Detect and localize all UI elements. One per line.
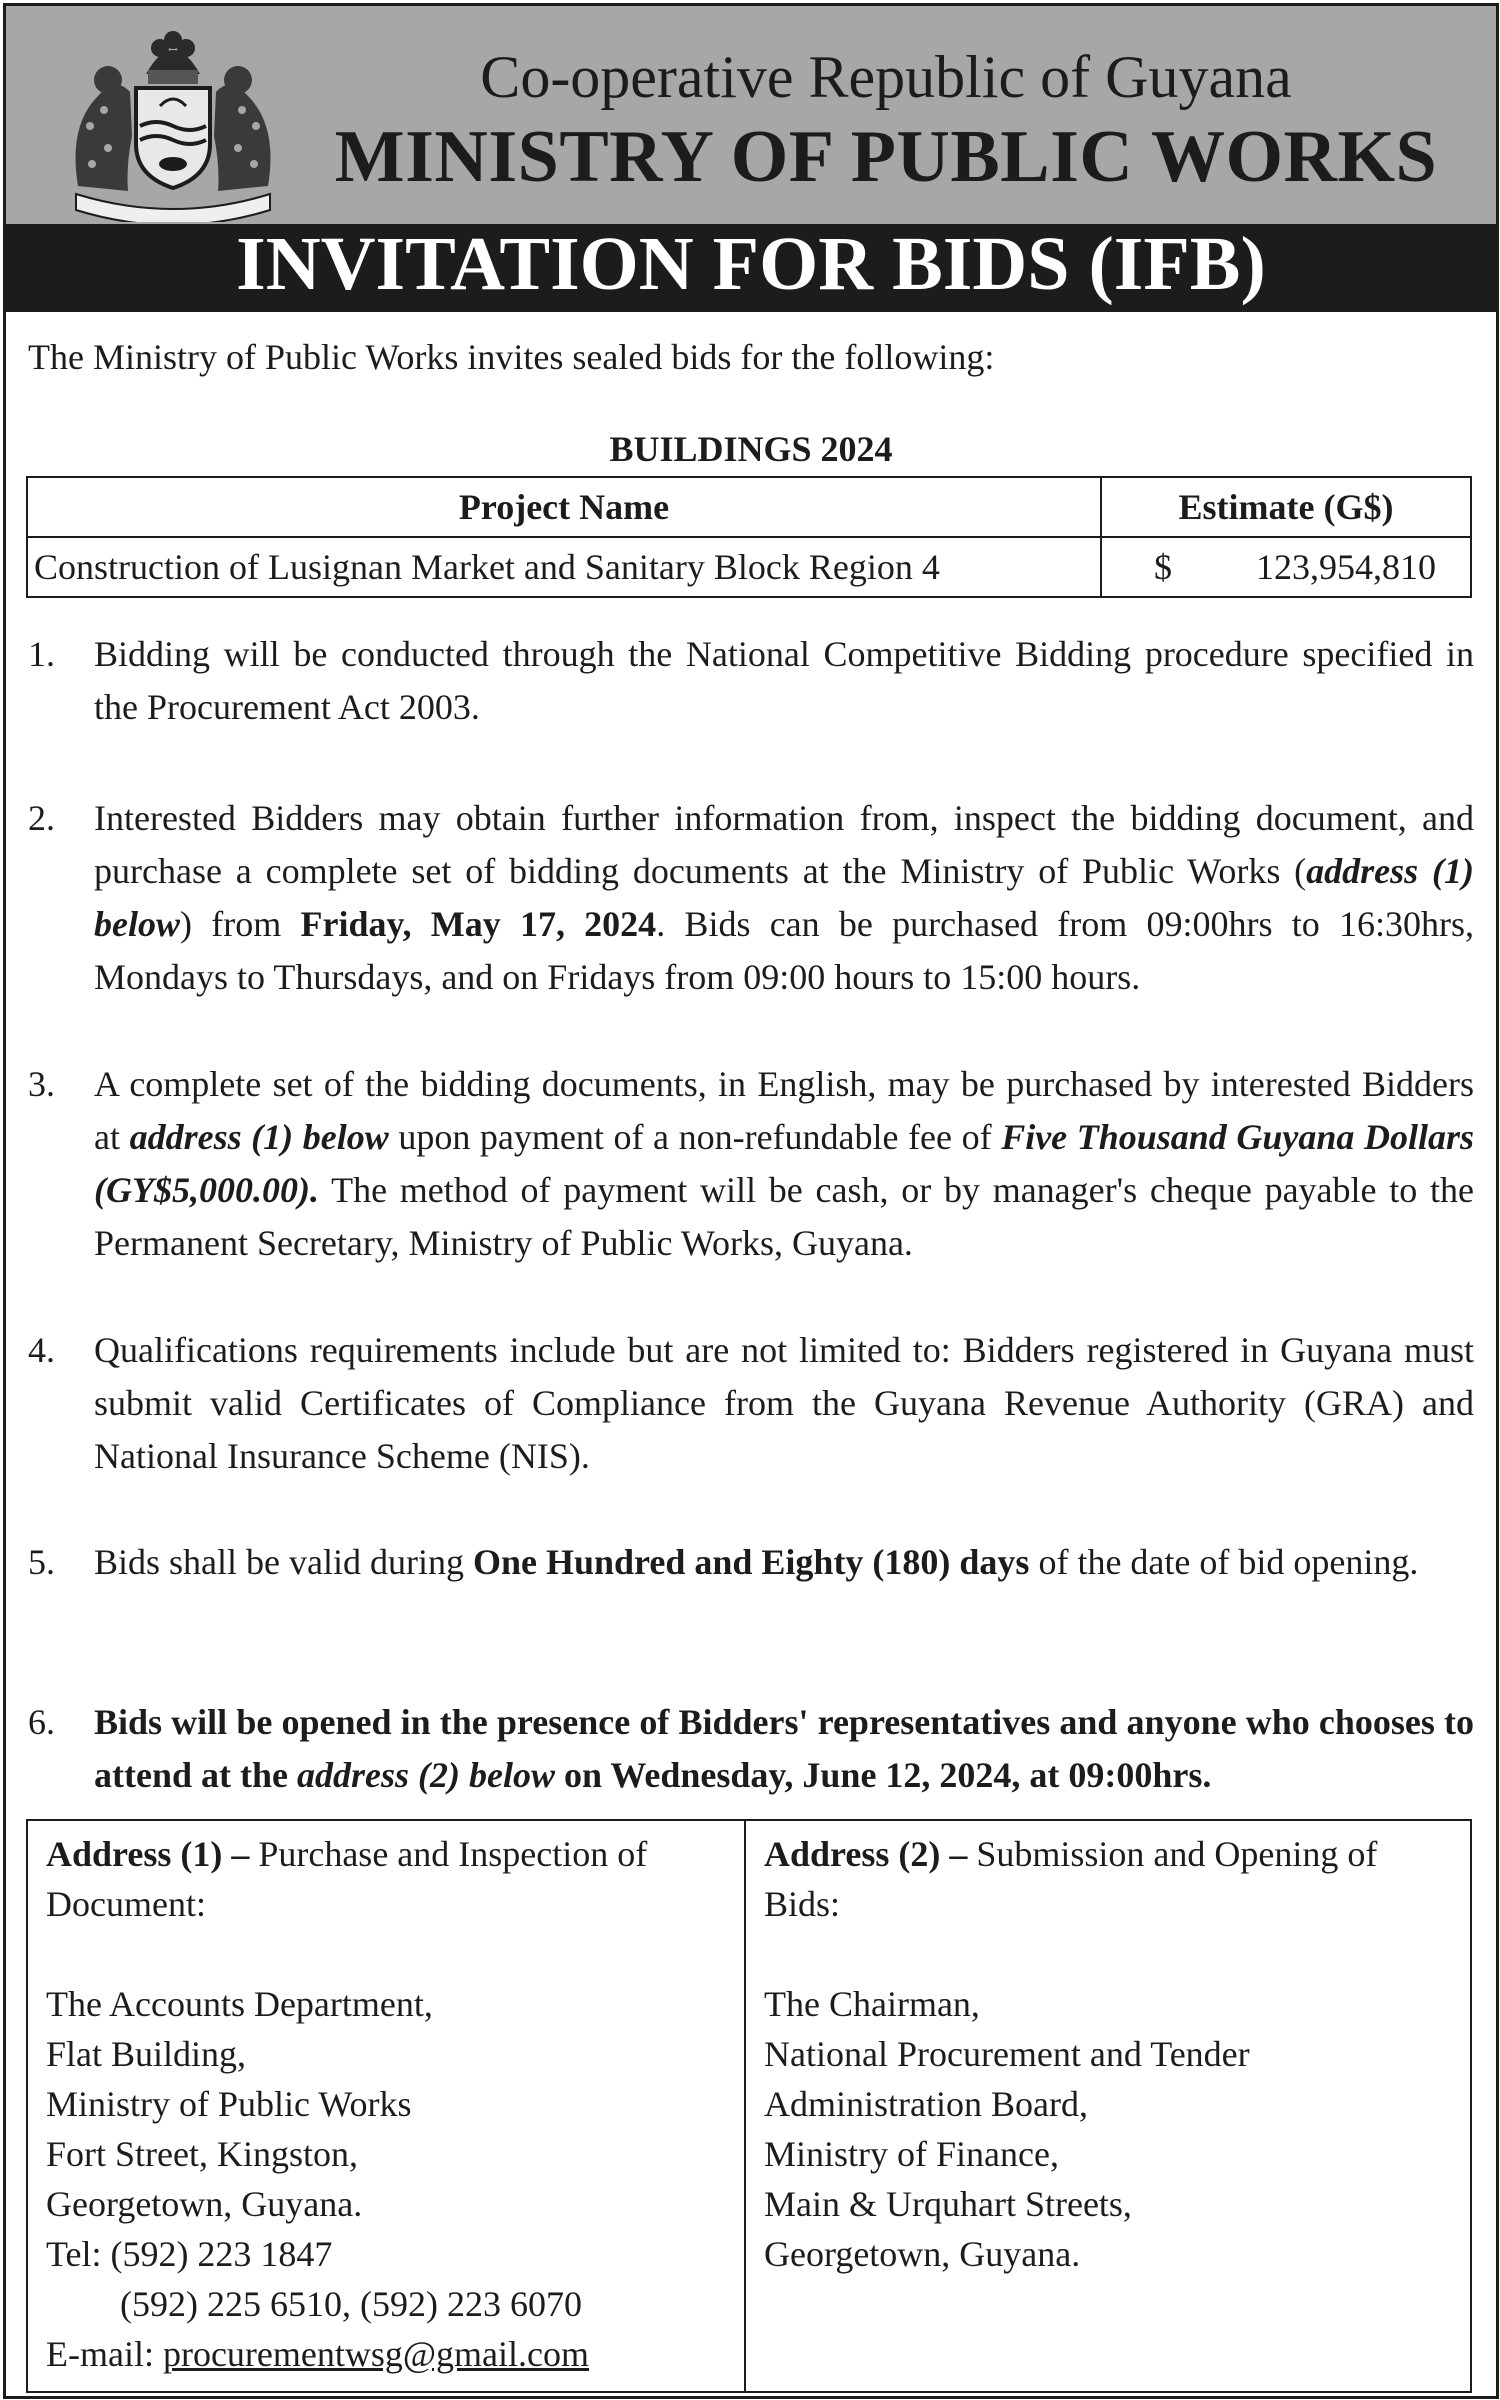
address-line: The Accounts Department,	[46, 1984, 433, 2024]
address-line: The Chairman,	[764, 1984, 980, 2024]
item-text-part: A complete set of the bidding documents, in English, may be purchased by interested Bidders at	[94, 1064, 1474, 1157]
project-name-cell: Construction of Lusignan Market and Sanitary Block Region 4	[27, 537, 1101, 597]
table-row	[27, 537, 1471, 597]
item-text	[94, 1696, 1474, 1802]
opening-date: on Wednesday, June 12, 2024, at 09:00hrs.	[554, 1755, 1212, 1795]
title-bar	[6, 224, 1496, 312]
item-text-part: Bidding will be conducted through the National Competitive Bidding procedure specified in the Procurement Act 2003.	[94, 634, 1474, 727]
item-text	[94, 1058, 1474, 1270]
item-text-part: Qualifications requirements include but are not limited to: Bidders registered in Guyana must submit valid Certificates of Compliance from the Guyana Revenue Authority (GRA) and National Insurance Scheme (NIS).	[94, 1330, 1474, 1476]
item-text-part: . Bids can be purchased from 09:00hrs to 16:30hrs, Mondays to Thursdays, and on Fridays from 09:00 hours to 15:00 hours.	[94, 904, 1475, 997]
address-ref: address (1) below	[94, 851, 1474, 944]
address-2-purpose: Submission and Opening of Bids:	[764, 1834, 1378, 1924]
telephone: Tel: (592) 223 1847	[46, 2234, 333, 2274]
notice-title: INVITATION FOR BIDS (IFB)	[236, 222, 1266, 306]
item-number: 4.	[28, 1330, 55, 1370]
telephone-extra: (592) 225 6510, (592) 223 6070	[120, 2284, 582, 2324]
intro-text: The Ministry of Public Works invites sealed bids for the following:	[28, 337, 995, 377]
table-header-row	[27, 477, 1471, 537]
email-link[interactable]: procurementwsg@gmail.com	[162, 2334, 590, 2374]
address-ref: address (1) below	[129, 1117, 389, 1157]
address-line: Georgetown, Guyana.	[764, 2234, 1081, 2274]
item-number: 5.	[28, 1542, 55, 1582]
item-text-part: ) from	[180, 904, 301, 944]
ministry-name: MINISTRY OF PUBLIC WORKS	[334, 116, 1438, 198]
address-line: Ministry of Public Works	[46, 2084, 412, 2124]
item-number: 2.	[28, 798, 55, 838]
address-1-purpose: Purchase and Inspection of Document:	[46, 1834, 648, 1924]
address-2-cell	[745, 1820, 1471, 2392]
item-text-part: Bids shall be valid during	[94, 1542, 473, 1582]
column-header-project: Project Name	[27, 477, 1101, 537]
start-date: Friday, May 17, 2024	[300, 904, 657, 944]
item-text	[94, 792, 1474, 1004]
item-text-part: upon payment of a non-refundable fee of	[388, 1117, 1002, 1157]
address-1-cell	[27, 1820, 745, 2392]
header-band	[6, 6, 1496, 224]
address-line: Georgetown, Guyana.	[46, 2184, 363, 2224]
item-number: 6.	[28, 1702, 55, 1742]
address-ref: address (2) below	[296, 1755, 555, 1795]
item-text-part: Interested Bidders may obtain further information from, inspect the bidding document, and purchase a complete set of bidding documents at the Ministry of Public Works (	[94, 798, 1474, 891]
address-1-label: Address (1) –	[46, 1834, 250, 1874]
item-text-part: The method of payment will be cash, or by manager's cheque payable to the Permanent Secretary, Ministry of Public Works, Guyana.	[94, 1170, 1474, 1263]
address-line: National Procurement and Tender	[764, 2034, 1250, 2074]
item-text	[94, 1324, 1474, 1483]
ifb-notice	[3, 3, 1499, 2399]
address-2-label: Address (2) –	[764, 1834, 968, 1874]
fee-amount: Five Thousand Guyana Dollars (GY$5,000.00).	[94, 1117, 1475, 1210]
address-table	[26, 1819, 1472, 2393]
address-line: Administration Board,	[764, 2084, 1088, 2124]
item-text	[94, 628, 1474, 734]
estimate-amount: 123,954,810	[1256, 547, 1436, 587]
column-header-estimate: Estimate (G$)	[1101, 477, 1471, 537]
section-title: BUILDINGS 2024	[609, 429, 893, 469]
currency-symbol: $	[1154, 547, 1172, 587]
address-line: Fort Street, Kingston,	[46, 2134, 358, 2174]
item-number: 3.	[28, 1064, 55, 1104]
email-label: E-mail:	[46, 2334, 163, 2374]
address-line: Main & Urquhart Streets,	[764, 2184, 1132, 2224]
address-line: Flat Building,	[46, 2034, 247, 2074]
estimate-table	[26, 476, 1472, 598]
coat-of-arms-icon	[68, 26, 278, 222]
item-text-part: of the date of bid opening.	[1029, 1542, 1419, 1582]
country-name: Co-operative Republic of Guyana	[480, 44, 1292, 110]
estimate-cell	[1101, 537, 1471, 597]
validity-period: One Hundred and Eighty (180) days	[472, 1542, 1030, 1582]
address-line: Ministry of Finance,	[764, 2134, 1059, 2174]
item-text	[94, 1536, 1474, 1589]
item-number: 1.	[28, 634, 55, 674]
item-text-part: Bids will be opened in the presence of Bidders' representatives and anyone who chooses to attend at the	[94, 1702, 1474, 1795]
